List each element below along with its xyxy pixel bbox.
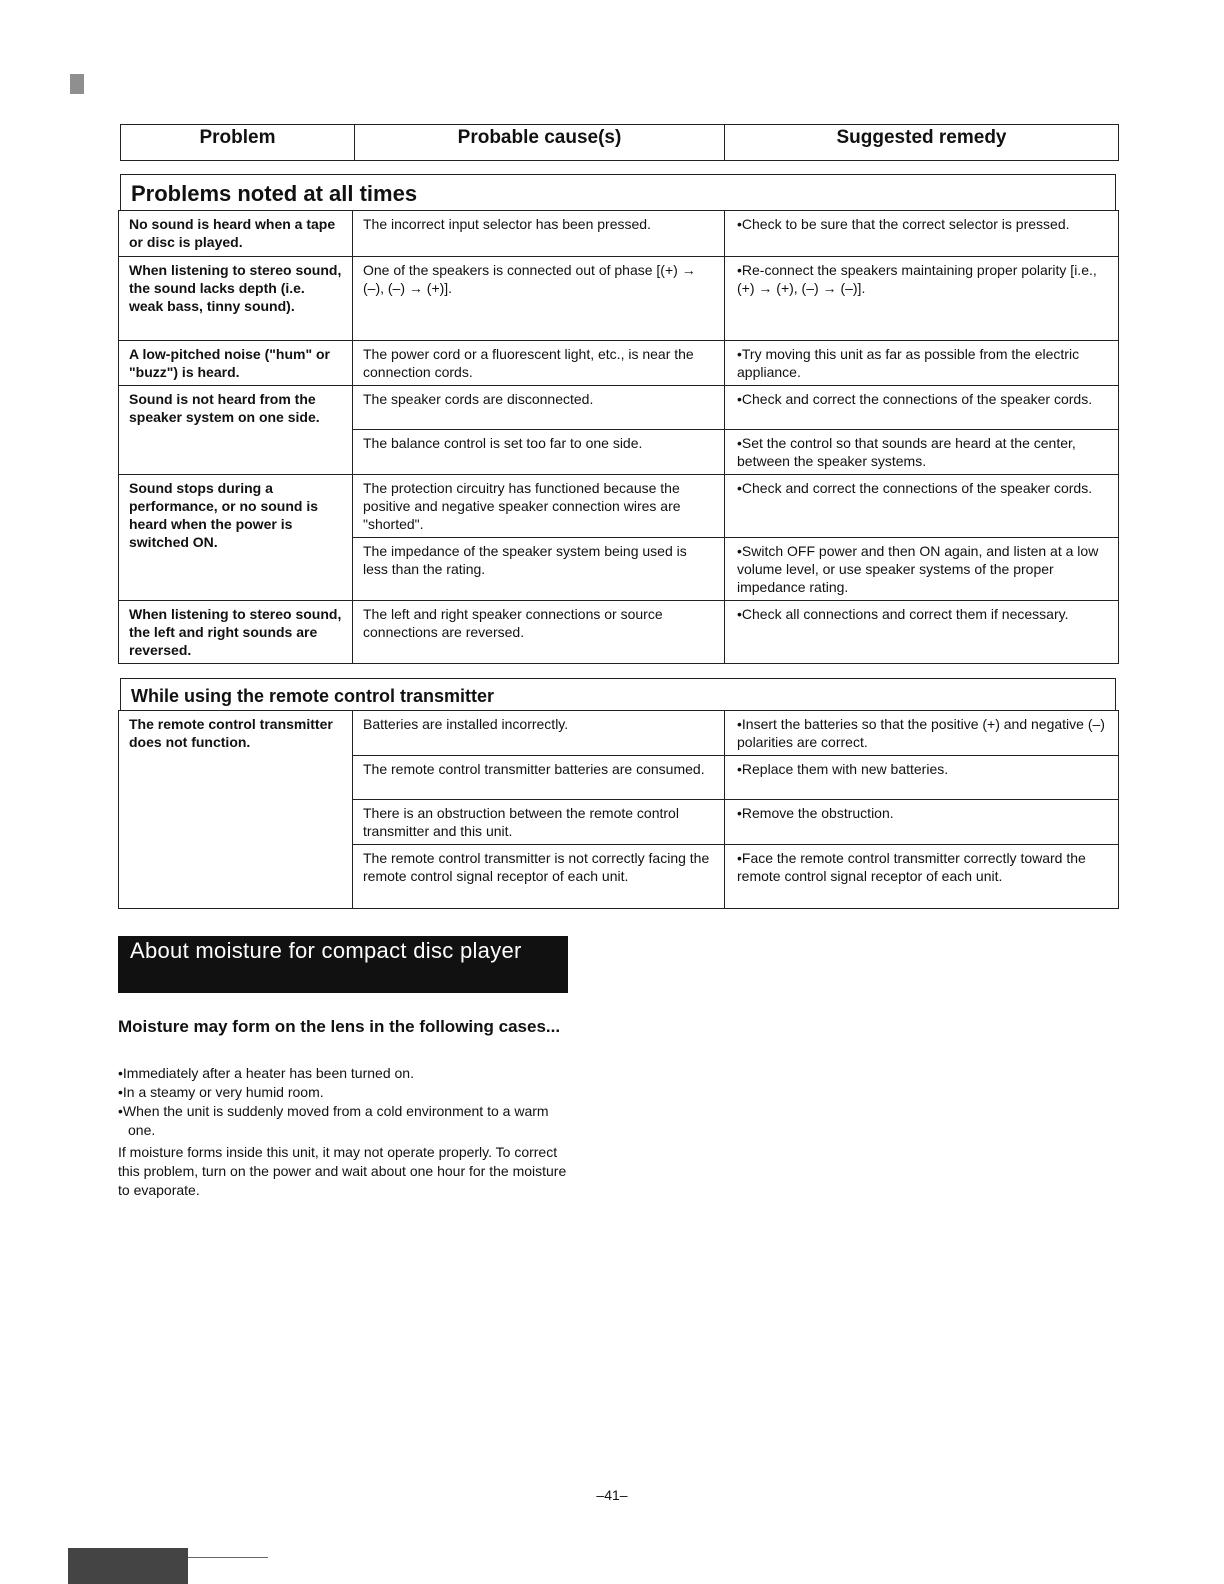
- cause-cell: There is an obstruction between the remote control transmitter and this unit.: [353, 800, 725, 845]
- problem-cell: A low-pitched noise ("hum" or "buzz") is heard.: [119, 341, 353, 386]
- cause-cell: The power cord or a fluorescent light, etc., is near the connection cords.: [353, 341, 725, 386]
- remedy-cell: •Check and correct the connections of the speaker cords.: [725, 475, 1119, 538]
- problem-cell: When listening to stereo sound, the left and right sounds are reversed.: [119, 601, 353, 664]
- section-title-remote: While using the remote control transmitter: [120, 678, 1116, 711]
- cause-cell: The impedance of the speaker system being used is less than the rating.: [353, 538, 725, 601]
- cause-cell: One of the speakers is connected out of phase [(+) → (–), (–) → (+)].: [353, 257, 725, 341]
- problem-cell: Sound stops during a performance, or no sound is heard when the power is switched ON.: [119, 475, 353, 601]
- problem-cell: Sound is not heard from the speaker system on one side.: [119, 386, 353, 475]
- remedy-cell: •Face the remote control transmitter correctly toward the remote control signal receptor of each unit.: [725, 845, 1119, 909]
- table-row: [119, 475, 1119, 538]
- cause-cell: The balance control is set too far to one side.: [353, 430, 725, 475]
- header-table: [120, 124, 1119, 161]
- cause-cell: The left and right speaker connections or source connections are reversed.: [353, 601, 725, 664]
- table-row: [119, 341, 1119, 386]
- remedy-cell: •Check to be sure that the correct selector is pressed.: [725, 211, 1119, 257]
- moisture-list: [118, 1064, 578, 1140]
- cause-cell: The remote control transmitter is not correctly facing the remote control signal receptor of each unit.: [353, 845, 725, 909]
- scan-artifact-top: [70, 74, 84, 94]
- remedy-cell: •Set the control so that sounds are heard at the center, between the speaker systems.: [725, 430, 1119, 475]
- remedy-cell: •Try moving this unit as far as possible from the electric appliance.: [725, 341, 1119, 386]
- cause-cell: The incorrect input selector has been pressed.: [353, 211, 725, 257]
- problem-cell: No sound is heard when a tape or disc is played.: [119, 211, 353, 257]
- page-number: –41–: [596, 1487, 628, 1503]
- table-row: [119, 711, 1119, 756]
- remedy-cell: •Re-connect the speakers maintaining proper polarity [i.e., (+) → (+), (–) → (–)].: [725, 257, 1119, 341]
- list-item: •When the unit is suddenly moved from a cold environment to a warm one.: [118, 1103, 549, 1138]
- cause-cell: Batteries are installed incorrectly.: [353, 711, 725, 756]
- remedy-cell: •Replace them with new batteries.: [725, 756, 1119, 800]
- remedy-cell: •Switch OFF power and then ON again, and listen at a low volume level, or use speaker systems of the proper impedance rating.: [725, 538, 1119, 601]
- table-row: [119, 601, 1119, 664]
- remedy-cell: •Check all connections and correct them if necessary.: [725, 601, 1119, 664]
- cause-cell: The remote control transmitter batteries are consumed.: [353, 756, 725, 800]
- list-item: •In a steamy or very humid room.: [118, 1084, 324, 1100]
- problem-cell: When listening to stereo sound, the sound lacks depth (i.e. weak bass, tinny sound).: [119, 257, 353, 341]
- header-cause: Probable cause(s): [355, 125, 725, 161]
- header-remedy: Suggested remedy: [725, 125, 1119, 161]
- problem-cell: The remote control transmitter does not function.: [119, 711, 353, 909]
- moisture-title: About moisture for compact disc player: [118, 936, 568, 993]
- list-item: •Immediately after a heater has been turned on.: [118, 1065, 414, 1081]
- problems-table: [118, 210, 1119, 664]
- section-title-all-times: Problems noted at all times: [120, 174, 1116, 211]
- moisture-paragraph: If moisture forms inside this unit, it may not operate properly. To correct this problem, turn on the power and wait about one hour for the moisture to evaporate.: [118, 1144, 567, 1198]
- remedy-cell: •Check and correct the connections of the speaker cords.: [725, 386, 1119, 430]
- remedy-cell: •Insert the batteries so that the positive (+) and negative (–) polarities are correct.: [725, 711, 1119, 756]
- remote-table: [118, 710, 1119, 909]
- scan-artifact-line: [188, 1557, 268, 1558]
- moisture-subtitle: Moisture may form on the lens in the following cases...: [118, 1017, 561, 1036]
- table-row: [119, 211, 1119, 257]
- table-row: [119, 386, 1119, 430]
- scan-artifact-bottom: [68, 1548, 188, 1584]
- table-row: [119, 257, 1119, 341]
- cause-cell: The protection circuitry has functioned because the positive and negative speaker connection wires are "shorted".: [353, 475, 725, 538]
- remedy-cell: •Remove the obstruction.: [725, 800, 1119, 845]
- header-problem: Problem: [121, 125, 355, 161]
- cause-cell: The speaker cords are disconnected.: [353, 386, 725, 430]
